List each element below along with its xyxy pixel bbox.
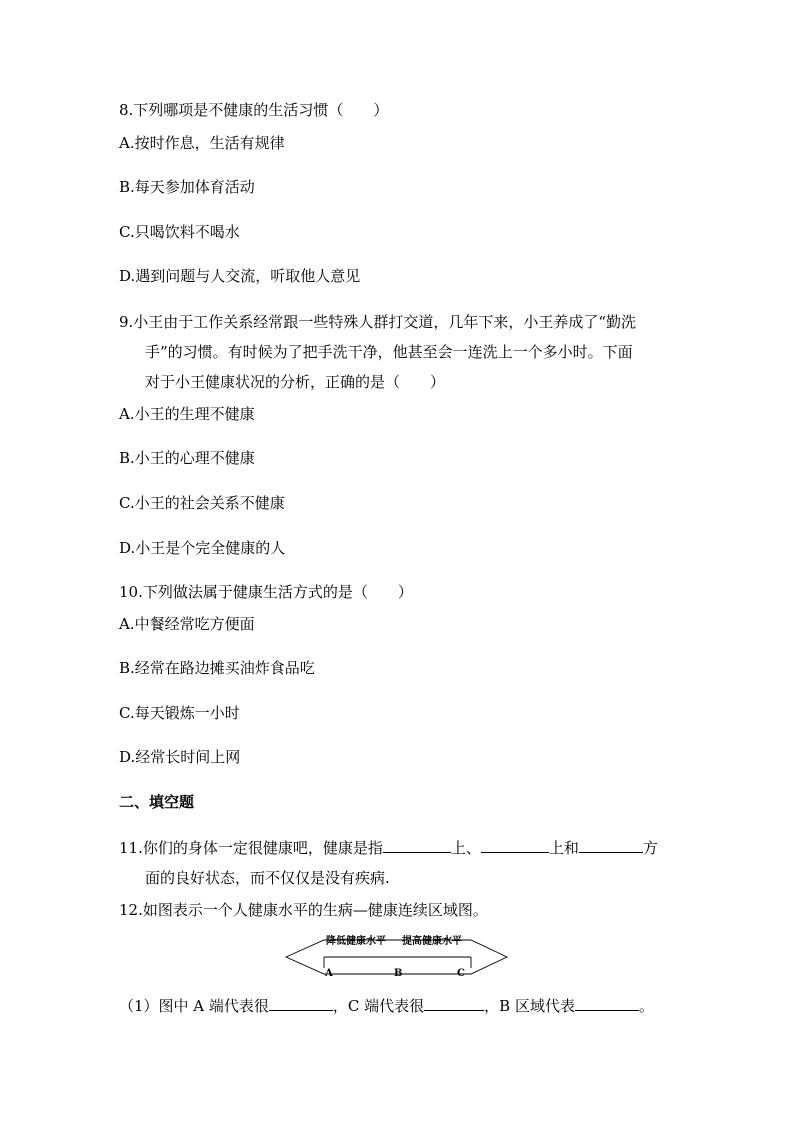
q11-blank-1[interactable]: [383, 836, 451, 853]
q9-stem-line-1: 9.小王由于工作关系经常跟一些特殊人群打交道，几年下来，小王养成了“勤洗: [119, 313, 636, 331]
q12-sub1-text-1: （1）图中 A 端代表很: [119, 997, 269, 1015]
q9-stem-line-3: 对于小王健康状况的分析，正确的是（ ）: [145, 373, 446, 391]
q12-blank-b[interactable]: [575, 994, 639, 1011]
lower-health-label: 降低健康水平: [326, 936, 386, 947]
point-a-label: A: [325, 968, 333, 979]
raise-health-label: 提高健康水平: [402, 936, 462, 947]
q10-option-d: D.经常长时间上网: [119, 748, 241, 766]
q9-option-a: A.小王的生理不健康: [119, 405, 255, 423]
q11-line-1: [119, 836, 658, 858]
q11-text-4: 方: [642, 839, 658, 857]
q12-blank-a[interactable]: [269, 994, 333, 1011]
q12-sub1-text-3: ，B 区域代表: [484, 997, 575, 1015]
q9-stem-line-2: 手”的习惯。有时候为了把手洗干净，他甚至会一连洗上一个多小时。下面: [145, 343, 633, 361]
q10-option-a: A.中餐经常吃方便面: [119, 615, 255, 633]
health-continuum-diagram: [283, 930, 511, 980]
q12-sub1-text-2: ，C 端代表很: [332, 997, 425, 1015]
q10-stem: 10.下列做法属于健康生活方式的是（ ）: [119, 583, 413, 601]
q9-option-b: B.小王的心理不健康: [119, 449, 255, 467]
q11-blank-2[interactable]: [481, 836, 549, 853]
q9-option-c: C.小王的社会关系不健康: [119, 494, 285, 512]
q12-sub1-text-4: 。: [638, 997, 654, 1015]
q8-stem: 8.下列哪项是不健康的生活习惯（ ）: [119, 101, 389, 119]
q10-option-c: C.每天锻炼一小时: [119, 704, 240, 722]
q11-text-1: 11.你们的身体一定很健康吧，健康是指: [119, 839, 383, 857]
q11-text-2: 上、: [450, 839, 481, 857]
point-c-label: C: [457, 968, 465, 979]
q8-option-c: C.只喝饮料不喝水: [119, 223, 240, 241]
q8-option-d: D.遇到问题与人交流，听取他人意见: [119, 267, 361, 285]
q8-option-a: A.按时作息，生活有规律: [119, 134, 285, 152]
q11-blank-3[interactable]: [579, 836, 643, 853]
q9-option-d: D.小王是个完全健康的人: [119, 539, 286, 557]
q12-blank-c[interactable]: [424, 994, 484, 1011]
q12-sub1: [119, 994, 654, 1016]
q10-option-b: B.经常在路边摊买油炸食品吃: [119, 659, 315, 677]
q11-text-3: 上和: [548, 839, 579, 857]
q11-line-2: 面的良好状态，而不仅仅是没有疾病.: [145, 869, 390, 887]
q8-option-b: B.每天参加体育活动: [119, 178, 255, 196]
section-heading: 二、填空题: [119, 793, 195, 811]
q12-stem: 12.如图表示一个人健康水平的生病—健康连续区域图。: [119, 901, 488, 919]
point-b-label: B: [394, 968, 403, 979]
